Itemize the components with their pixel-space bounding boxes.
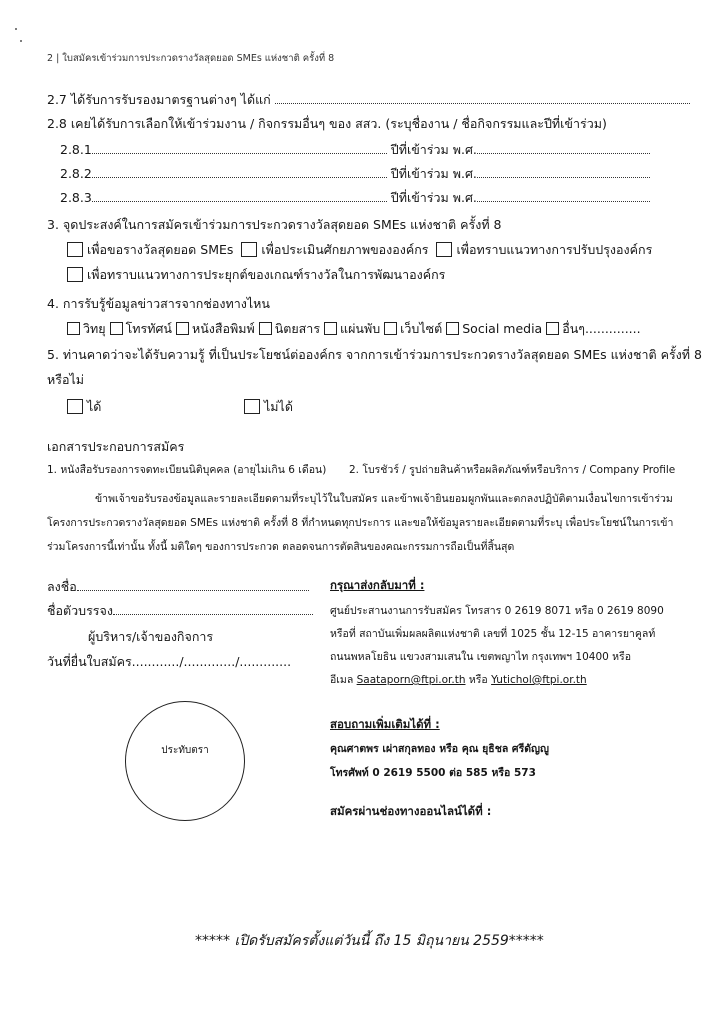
checkbox-purpose-assess[interactable] [241,242,257,257]
row-number: 2.8.2 [60,166,92,181]
activity-name-field[interactable] [92,142,387,154]
return-email-line [330,671,587,688]
return-line-2: หรือที่ สถาบันเพิ่มผลผลิตแห่งชาติ เลขที่ 1025 ชั้น 12-15 อาคารยาคูลท์ [330,628,656,640]
deadline-note: ***** เปิดรับสมัครตั้งแต่วันนี้ ถึง 15 มิถุนายน 2559***** [195,933,544,949]
email-link-1[interactable]: Saataporn@ftpi.or.th [356,674,466,686]
checkbox-tv[interactable] [110,322,123,335]
option-label: นิตยสาร [274,321,321,336]
submission-date-label: วันที่ยื่นใบสมัคร [47,654,132,669]
or-text: หรือ [468,674,488,686]
checkbox-purpose-award[interactable] [67,242,83,257]
return-title: กรุณาส่งกลับมาที่ : [330,578,425,592]
option-label: หนังสือพิมพ์ [191,321,255,336]
scan-speck [20,40,22,42]
option-label: เพื่อขอรางวัลสุดยอด SMEs [87,242,234,257]
checkbox-magazine[interactable] [259,322,272,335]
section-4-label: 4. การรับรู้ข้อมูลข่าวสารจากช่องทางไหน [47,296,270,311]
row-number: 2.8.1 [60,142,92,157]
email-label: อีเมล [330,674,354,686]
purpose-options-row-1 [67,240,652,260]
option-label: ได้ [87,399,102,414]
activity-name-field[interactable] [92,190,387,202]
submission-date-field[interactable]: ............/............./............. [131,654,292,669]
signer-role: ผู้บริหาร/เจ้าของกิจการ [88,629,214,644]
document-item-1: 1. หนังสือรับรองการจดทะเบียนนิติบุคคล (อายุไม่เกิน 6 เดือน) [47,464,327,476]
checkbox-no[interactable] [244,399,260,414]
option-label: เว็บไซต์ [400,321,443,336]
checkbox-purpose-improve[interactable] [436,242,452,257]
section-2-8-label: 2.8 เคยได้รับการเลือกให้เข้าร่วมงาน / กิจกรรมอื่นๆ ของ สสว. (ระบุชื่องาน / ชื่อกิจกรรมและปีที่เข้าร่วม) [47,116,607,131]
row-number: 2.8.3 [60,190,92,205]
stamp-label: ประทับตรา [161,745,209,756]
return-line-1: ศูนย์ประสานงานการรับสมัคร โทรสาร 0 2619 8071 หรือ 0 2619 8090 [330,605,664,617]
option-label: Social media [462,321,543,336]
submission-date-line [47,652,291,672]
printed-name-label: ชื่อตัวบรรจง [47,603,113,618]
section-5-label-cont: หรือไม่ [47,372,84,387]
checkbox-social-media[interactable] [446,322,459,335]
option-label: ไม่ได้ [264,399,293,414]
activity-name-field[interactable] [92,166,387,178]
option-label: เพื่อทราบแนวทางการประยุกต์ของเกณฑ์รางวัลในการพัฒนาองค์กร [87,267,446,282]
activity-row-3 [60,188,650,208]
checkbox-radio[interactable] [67,322,80,335]
company-stamp-area[interactable] [125,701,245,821]
declaration-line-1: ข้าพเจ้าขอรับรองข้อมูลและรายละเอียดตามที่ระบุไว้ในใบสมัคร และข้าพเจ้ายินยอมผูกพันและตกลงปฏิบัติตามเงื่อนไขการเข้าร่วม [95,493,673,505]
checkbox-brochure[interactable] [324,322,337,335]
declaration-line-2: โครงการประกวดรางวัลสุดยอด SMEs แห่งชาติ ครั้งที่ 8 ที่กำหนดทุกประการ และขอให้ข้อมูลรายละเอียดตามที่ระบุ เพื่อประโยชน์ในการเข้า [47,517,674,529]
documents-title: เอกสารประกอบการสมัคร [47,439,185,454]
year-label: ปีที่เข้าร่วม พ.ศ. [390,190,477,205]
option-label: เพื่อทราบแนวทางการปรับปรุงองค์กร [456,242,653,257]
option-label: อื่นๆ.............. [562,321,641,336]
section-2-7-label: 2.7 ได้รับการรับรองมาตรฐานต่างๆ ได้แก่ [47,92,271,107]
option-label: เพื่อประเมินศักยภาพขององค์กร [261,242,429,257]
online-title: สมัครผ่านช่องทางออนไลน์ได้ที่ : [330,804,492,818]
return-line-3: ถนนพหลโยธิน แขวงสามเสนใน เขตพญาไท กรุงเทพฯ 10400 หรือ [330,651,632,663]
year-label: ปีที่เข้าร่วม พ.ศ. [390,142,477,157]
option-no [244,397,293,417]
year-label: ปีที่เข้าร่วม พ.ศ. [390,166,477,181]
inquiry-phone: โทรศัพท์ 0 2619 5500 ต่อ 585 หรือ 573 [330,767,536,779]
scan-speck [15,28,17,30]
printed-name-field[interactable] [113,603,313,615]
year-field[interactable] [477,190,650,202]
purpose-options-row-2 [67,265,445,285]
option-label: แผ่นพับ [340,321,381,336]
signature-label: ลงชื่อ [47,579,77,594]
page-header: 2 | ใบสมัครเข้าร่วมการประกวดรางวัลสุดยอด SMEs แห่งชาติ ครั้งที่ 8 [47,53,335,64]
activity-row-2 [60,164,650,184]
checkbox-website[interactable] [384,322,397,335]
declaration-line-3: ร่วมโครงการนี้เท่านั้น ทั้งนี้ มติใดๆ ของการประกวด ตลอดจนการตัดสินของคณะกรรมการถือเป็นที่สิ้นสุด [47,541,515,553]
printed-name-line [47,601,313,621]
channel-options [67,319,641,339]
checkbox-other[interactable] [546,322,559,335]
certification-field[interactable] [275,92,690,104]
checkbox-yes[interactable] [67,399,83,414]
signature-line [47,577,309,597]
section-5-label: 5. ท่านคาดว่าจะได้รับความรู้ ที่เป็นประโยชน์ต่อองค์กร จากการเข้าร่วมการประกวดรางวัลสุดยอด SMEs แห่งชาติ ครั้งที่ 8 [47,347,702,362]
option-yes [67,397,101,417]
email-link-2[interactable]: Yutichol@ftpi.or.th [491,674,587,686]
activity-row-1 [60,140,650,160]
checkbox-purpose-apply-criteria[interactable] [67,267,83,282]
year-field[interactable] [477,142,650,154]
year-field[interactable] [477,166,650,178]
section-2-7 [47,90,690,110]
inquiry-title: สอบถามเพิ่มเติมได้ที่ : [330,717,440,731]
checkbox-newspaper[interactable] [176,322,189,335]
option-label: โทรทัศน์ [125,321,172,336]
document-item-2: 2. โบรชัวร์ / รูปถ่ายสินค้าหรือผลิตภัณฑ์หรือบริการ / Company Profile [349,464,676,476]
signature-field[interactable] [77,579,309,591]
inquiry-contact: คุณศาตพร เผ่าสกุลทอง หรือ คุณ ยุธิชล ศรีดัญญู [330,743,549,755]
option-label: วิทยุ [83,321,106,336]
section-3-label: 3. จุดประสงค์ในการสมัครเข้าร่วมการประกวดรางวัลสุดยอด SMEs แห่งชาติ ครั้งที่ 8 [47,217,502,232]
